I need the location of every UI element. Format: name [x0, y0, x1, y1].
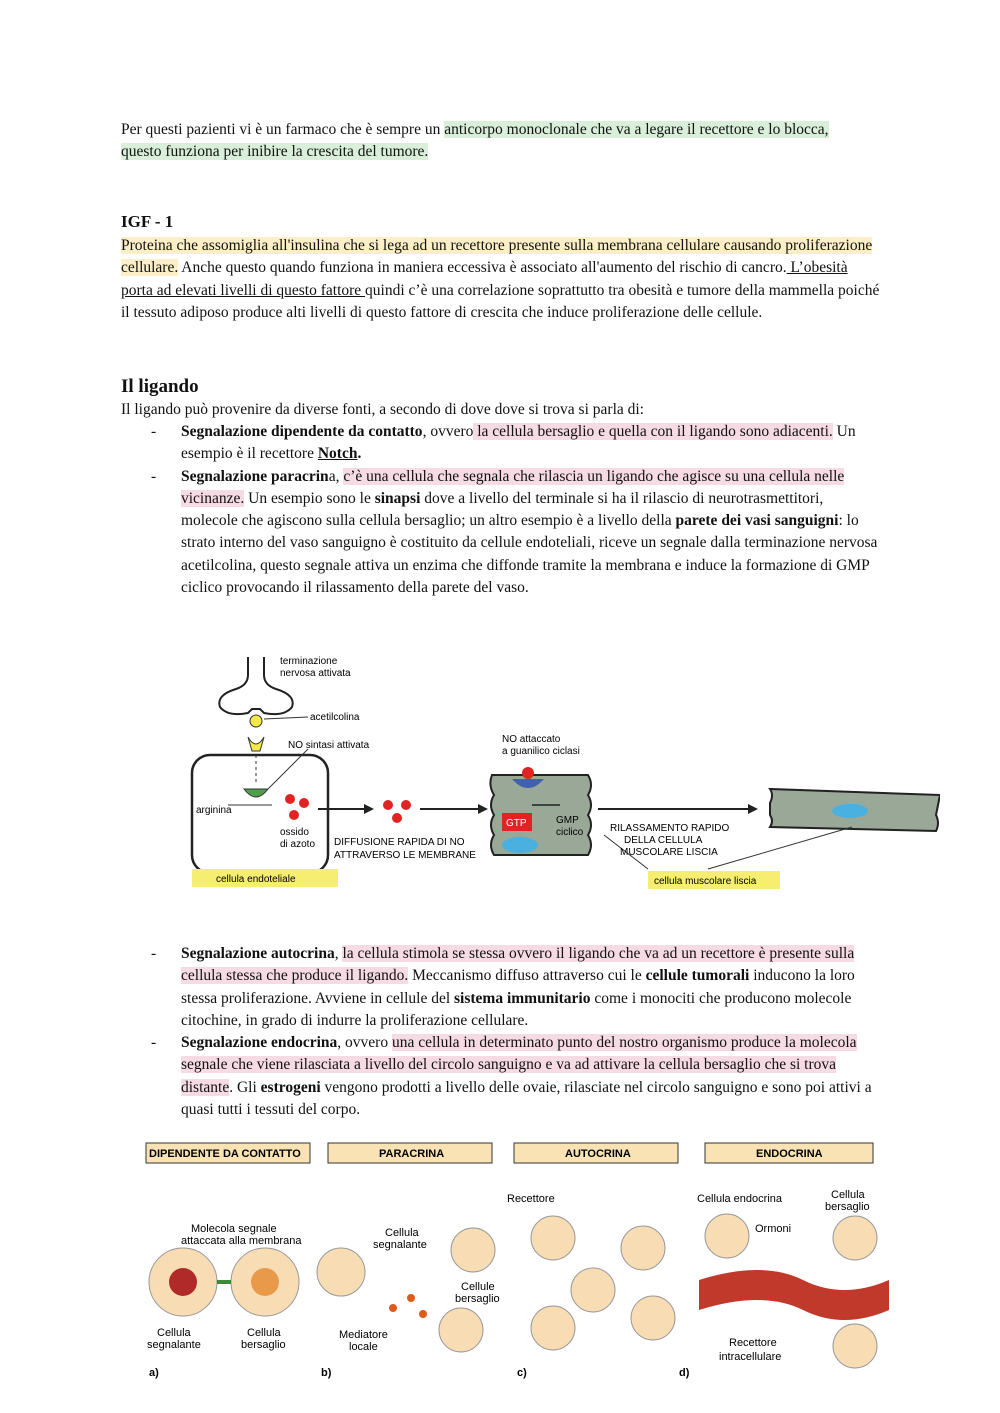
text-span: , ovvero: [422, 423, 474, 440]
text-span: : lo strato interno del vaso sanguigno è costituito da cellule endoteliali, riceve un segnale dalla terminazione nervosa acetilcolina, questo segnale attiva un enzima che diffonde tramite la membrana e induce la formazione di GMP ciclico provocando il rilassamento della parete del vaso.: [181, 512, 878, 597]
cell-shape: [531, 1306, 575, 1350]
fig2-label: intracellulare: [719, 1351, 782, 1363]
fig1-label: cellula endoteliale: [216, 874, 296, 885]
fig1-label: terminazione: [280, 656, 338, 667]
fig1-label: DELLA CELLULA: [624, 835, 703, 846]
panel-letter: c): [517, 1367, 527, 1379]
text-span: vengono prodotti a livello delle ovaie, rilasciate nel circolo sanguigno e sono poi attivi a quasi tutti i tessuti del corpo.: [181, 1078, 872, 1119]
list-bullet: -: [151, 1034, 157, 1052]
list-item: [151, 943, 881, 1032]
text-span: Un esempio sono le: [244, 489, 375, 507]
cell-shape: [705, 1214, 749, 1258]
text-span: Meccanismo diffuso attraverso cui le: [408, 967, 646, 985]
panel-letter: b): [321, 1367, 332, 1379]
text-span: ,: [334, 945, 343, 962]
highlight-yellow: Proteina che assomiglia all'insulina che si lega ad un recettore presente sulla membrana cellulare causando proliferazione cellulare.: [121, 237, 873, 277]
bold-term: cellule tumorali: [645, 967, 750, 985]
fig1-label: GMP: [556, 815, 579, 826]
fig1-label: MUSCOLARE LISCIA: [620, 847, 718, 858]
panel-letter: a): [149, 1367, 159, 1379]
fig1-label: acetilcolina: [310, 712, 360, 723]
fig2-label: Recettore: [729, 1337, 777, 1349]
underlined-text: L’obesità porta ad elevati livelli di questo fattore: [121, 259, 848, 299]
fig1-label: NO attaccato: [502, 734, 561, 745]
fig1-label: ossido: [280, 827, 309, 838]
fig1-label: NO sintasi attivata: [288, 740, 370, 751]
fig2-label: Ormoni: [755, 1223, 792, 1235]
bold-term: Segnalazione dipendente da contatto: [181, 423, 423, 440]
cell-shape: [531, 1216, 575, 1260]
highlight-pink: c’è una cellula che segnala che rilascia un ligando che agisce su una cellula nelle vicinanze.: [181, 467, 845, 507]
list-bullet: -: [151, 945, 157, 962]
fig2-label: Recettore: [507, 1193, 555, 1205]
fig2-label: attaccata alla membrana: [181, 1235, 302, 1247]
text-span: , ovvero: [337, 1034, 392, 1052]
acetylcholine-dot: [250, 715, 262, 727]
panel-header: DIPENDENTE DA CONTATTO: [149, 1148, 301, 1160]
fig2-label: Cellula: [247, 1327, 281, 1339]
ligando-intro: Il ligando può provenire da diverse fonti, a secondo di dove dove si trova si parla di:: [121, 401, 644, 418]
highlight-pink: la cellula stimola se stessa ovvero il ligando che va ad un recettore è presente sulla cellula stessa che produce il ligando.: [181, 945, 855, 985]
fig2-label: bersaglio: [241, 1339, 286, 1351]
text-span: inducono la loro stessa proliferazione. Avviene in cellule del: [181, 967, 855, 1007]
panel-letter: d): [679, 1367, 690, 1379]
text-span: come i monociti che producono molecole citochine, in grado di indurre la proliferazione cellulare.: [181, 989, 852, 1029]
bold-term: estrogeni: [260, 1078, 321, 1096]
panel-header: AUTOCRINA: [565, 1148, 631, 1160]
text-span: quindi c’è una correlazione soprattutto tra obesità e tumore della mammella poiché il tessuto adiposo produce alti livelli di questo fattore di crescita che induce proliferazione delle cellule.: [121, 281, 880, 321]
intro-paragraph: [121, 119, 851, 164]
cell-shape: [571, 1268, 615, 1312]
highlight-green: anticorpo monoclonale che va a legare il recettore e lo blocca, questo funziona per inibire la crescita del tumore.: [121, 121, 829, 161]
text-span: Anche questo quando funziona in maniera eccessiva è associato all'aumento del rischio di cancro.: [178, 259, 787, 277]
bold-term: parete dei vasi sanguigni: [675, 512, 839, 530]
bold-term: sistema immunitario: [454, 989, 591, 1007]
fig2-label: Mediatore: [339, 1329, 388, 1341]
nitric-oxide-figure: [188, 655, 940, 911]
text-span: Un esempio è il recettore: [181, 423, 856, 463]
bold-term: sinapsi: [374, 489, 421, 507]
cell-shape: [439, 1308, 483, 1352]
fig1-label: di azoto: [280, 839, 316, 850]
fig1-label: arginina: [196, 805, 232, 816]
section-heading-ligando: Il ligando: [121, 376, 199, 397]
list-item: [151, 466, 881, 600]
list-bullet: -: [151, 467, 157, 485]
fig2-label: segnalante: [373, 1239, 427, 1251]
fig2-label: Cellula: [831, 1189, 865, 1201]
text-span: .: [357, 445, 362, 463]
fig2-label: Cellule: [461, 1281, 495, 1293]
cell-shape: [631, 1296, 675, 1340]
fig1-label: ATTRAVERSO LE MEMBRANE: [334, 850, 476, 861]
signaling-list-2: [151, 943, 881, 1121]
fig2-label: Cellula: [385, 1227, 419, 1239]
fig1-label: GTP: [506, 818, 527, 829]
fig1-label: RILASSAMENTO RAPIDO: [610, 823, 730, 834]
igf-paragraph: [121, 235, 881, 324]
text-span: Per questi pazienti vi è un farmaco che è sempre un: [121, 121, 445, 138]
panel-header: PARACRINA: [379, 1148, 445, 1160]
bold-term: Segnalazione paracrin: [181, 467, 329, 485]
highlight-pink: una cellula in determinato punto del nostro organismo produce la molecola segnale che viene rilasciata a livello del circolo sanguigno e va ad attivare la cellula bersaglio che si trova distante: [181, 1034, 857, 1096]
text-span: ,: [335, 467, 344, 485]
bold-underlined-term: Notch: [317, 445, 358, 463]
cell-shape: [317, 1248, 365, 1296]
signaling-types-figure: [143, 1140, 897, 1386]
fig2-label: segnalante: [147, 1339, 201, 1351]
fig1-label: a guanilico ciclasi: [502, 746, 580, 757]
signaling-list-1: [151, 421, 881, 599]
cell-shape: [833, 1216, 877, 1260]
fig2-label: Cellula endocrina: [697, 1193, 782, 1205]
fig1-label: DIFFUSIONE RAPIDA DI NO: [334, 837, 465, 848]
cell-shape: [621, 1226, 665, 1270]
fig2-label: Cellula: [157, 1327, 191, 1339]
text-span: . Gli: [229, 1078, 261, 1096]
list-item: [151, 421, 881, 466]
panel-header: ENDOCRINA: [756, 1148, 823, 1160]
fig1-label: nervosa attivata: [280, 668, 351, 679]
highlight-pink: la cellula bersaglio e quella con il ligando sono adiacenti.: [473, 423, 833, 440]
cell-shape: [833, 1324, 877, 1368]
bold-term: Segnalazione autocrina: [181, 945, 335, 962]
fig2-label: bersaglio: [825, 1201, 870, 1213]
fig1-label: ciclico: [556, 827, 584, 838]
fig2-label: locale: [349, 1341, 378, 1353]
text-span: dove a livello del terminale si ha il rilascio di neurotrasmettitori, molecole che agiscono sulla cellula bersaglio; un altro esempio è a livello della: [181, 489, 824, 530]
cell-shape: [451, 1228, 495, 1272]
fig1-label: cellula muscolare liscia: [654, 876, 757, 887]
text-span: a: [328, 467, 336, 485]
bold-term: Segnalazione endocrina: [181, 1034, 338, 1052]
list-bullet: -: [151, 423, 157, 440]
fig2-label: bersaglio: [455, 1293, 500, 1305]
fig2-label: Molecola segnale: [191, 1223, 277, 1235]
list-item: [151, 1032, 881, 1121]
section-heading-igf: IGF - 1: [121, 212, 174, 231]
